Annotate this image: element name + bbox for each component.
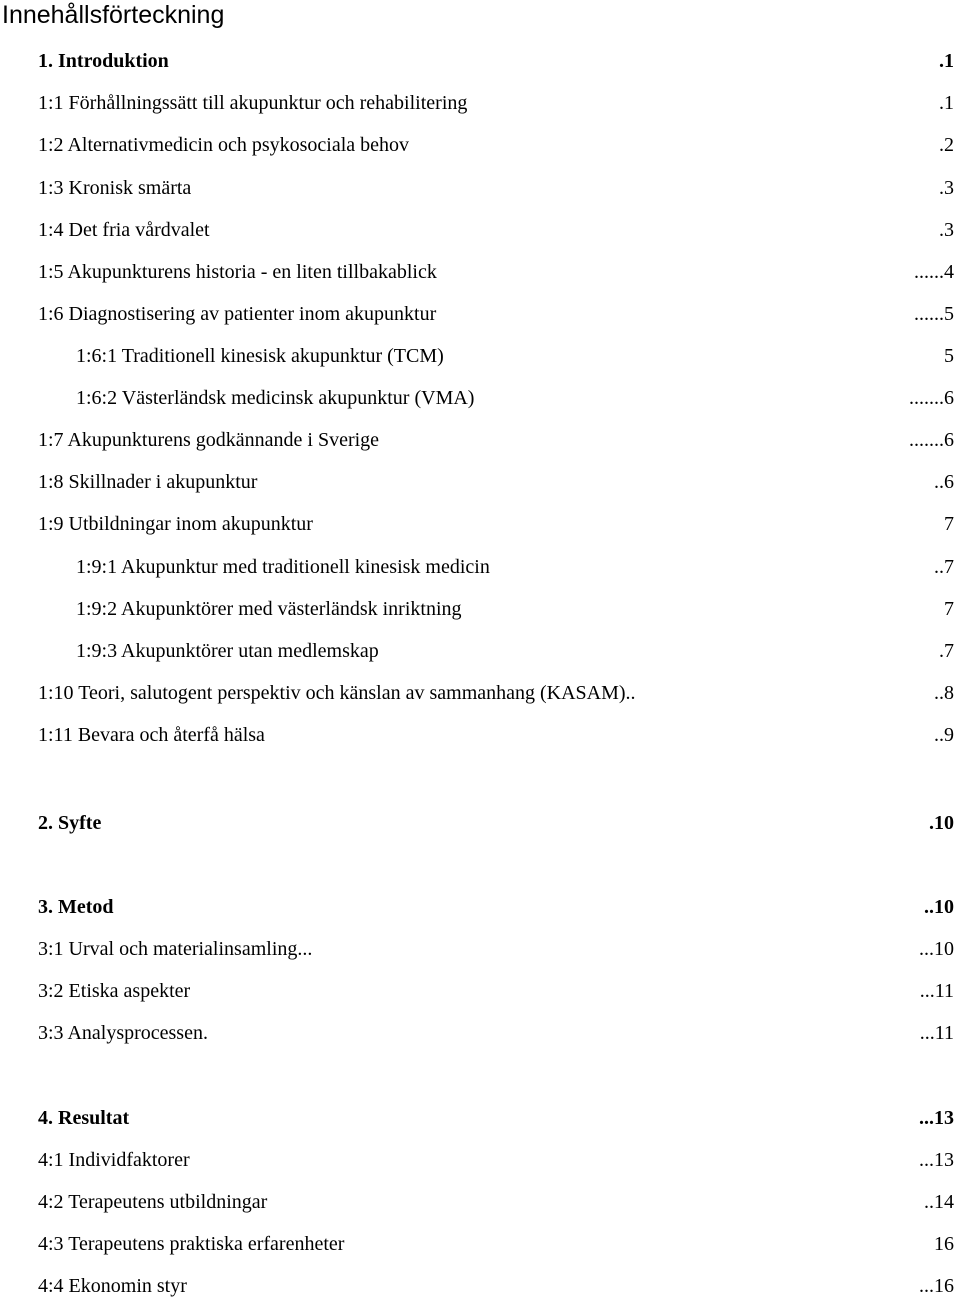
toc-entry-title: 1:6:2 Västerländsk medicinsk akupunktur (VMA) xyxy=(76,387,475,409)
toc-entry-title: 3. Metod xyxy=(38,896,114,918)
toc-leader-line xyxy=(439,319,911,320)
toc-entry[interactable] xyxy=(38,934,954,964)
toc-leader-line xyxy=(639,698,931,699)
toc-heading: Innehållsförteckning xyxy=(2,1,225,29)
toc-entry[interactable] xyxy=(38,678,954,708)
toc-entry-title: 1:9 Utbildningar inom akupunktur xyxy=(38,513,313,535)
toc-page-number: .......6 xyxy=(909,429,954,451)
toc-page-number: ......5 xyxy=(914,303,954,325)
toc-leader-line xyxy=(493,572,931,573)
toc-leader-line xyxy=(477,403,906,404)
toc-entry-title: 4:3 Terapeutens praktiska erfarenheter xyxy=(38,1233,345,1255)
toc-entry[interactable] xyxy=(38,46,954,76)
toc-page-number: ...16 xyxy=(919,1275,954,1297)
toc-entry[interactable] xyxy=(38,88,954,118)
toc-entry-title: 4:2 Terapeutens utbildningar xyxy=(38,1191,268,1213)
toc-page-number: ...11 xyxy=(919,1022,954,1044)
toc-entry-title: 2. Syfte xyxy=(38,812,102,834)
toc-entry-title: 1:2 Alternativmedicin och psykosociala behov xyxy=(38,134,410,156)
toc-entry-title: 3:1 Urval och materialinsamling... xyxy=(38,938,313,960)
toc-entry-title: 1:1 Förhållningssätt till akupunktur och rehabilitering xyxy=(38,92,468,114)
toc-page-number: .1 xyxy=(939,92,954,114)
toc-entry[interactable] xyxy=(76,636,954,666)
toc-leader-line xyxy=(440,277,911,278)
toc-entry-title: 1:11 Bevara och återfå hälsa xyxy=(38,724,265,746)
toc-entry-title: 1:9:1 Akupunktur med traditionell kinesisk medicin xyxy=(76,556,490,578)
toc-leader-line xyxy=(194,193,936,194)
toc-leader-line xyxy=(117,912,921,913)
toc-entry[interactable] xyxy=(38,1271,954,1301)
toc-leader-line xyxy=(382,656,936,657)
toc-entry[interactable] xyxy=(38,215,954,245)
toc-leader-line xyxy=(470,108,936,109)
toc-entry[interactable] xyxy=(38,173,954,203)
toc-entry-title: 1. Introduktion xyxy=(38,50,169,72)
toc-entry[interactable] xyxy=(38,1103,954,1133)
toc-leader-line xyxy=(382,445,906,446)
toc-page-number: ..6 xyxy=(934,471,954,493)
toc-page-number: ..8 xyxy=(934,682,954,704)
toc-entry-title: 3:3 Analysprocessen. xyxy=(38,1022,208,1044)
toc-page-number: ..7 xyxy=(934,556,954,578)
toc-entry[interactable] xyxy=(38,130,954,160)
toc-page-number: 16 xyxy=(934,1233,954,1255)
toc-leader-line xyxy=(447,361,941,362)
toc-entry[interactable] xyxy=(76,383,954,413)
toc-entry-title: 4:1 Individfaktorer xyxy=(38,1149,190,1171)
toc-page-number: 5 xyxy=(944,345,954,367)
toc-entry-title: 1:3 Kronisk smärta xyxy=(38,177,192,199)
toc-leader-line xyxy=(193,1165,916,1166)
toc-leader-line xyxy=(211,1038,917,1039)
toc-page-number: ......4 xyxy=(914,261,954,283)
toc-leader-line xyxy=(412,150,936,151)
toc-leader-line xyxy=(193,996,917,997)
toc-entry[interactable] xyxy=(76,341,954,371)
toc-entry-title: 1:4 Det fria vårdvalet xyxy=(38,219,210,241)
toc-leader-line xyxy=(190,1291,916,1292)
toc-entry[interactable] xyxy=(38,1187,954,1217)
toc-entry-title: 4:4 Ekonomin styr xyxy=(38,1275,187,1297)
toc-entry[interactable] xyxy=(38,976,954,1006)
toc-entry[interactable] xyxy=(76,552,954,582)
toc-entry[interactable] xyxy=(38,1145,954,1175)
toc-entry[interactable] xyxy=(38,467,954,497)
toc-leader-line xyxy=(260,487,931,488)
toc-page-number: .10 xyxy=(929,812,954,834)
toc-entry[interactable] xyxy=(38,257,954,287)
toc-entry[interactable] xyxy=(38,1018,954,1048)
toc-page-number: ..9 xyxy=(934,724,954,746)
toc-page-number: .3 xyxy=(939,177,954,199)
toc-entry-title: 1:6:1 Traditionell kinesisk akupunktur (TCM) xyxy=(76,345,444,367)
toc-leader-line xyxy=(315,954,916,955)
toc-page-number: ..14 xyxy=(924,1191,954,1213)
toc-entry-title: 1:10 Teori, salutogent perspektiv och känslan av sammanhang (KASAM).. xyxy=(38,682,636,704)
toc-entry-title: 1:7 Akupunkturens godkännande i Sverige xyxy=(38,429,380,451)
toc-page-number: ...13 xyxy=(919,1149,954,1171)
toc-page-number: ...10 xyxy=(919,938,954,960)
toc-leader-line xyxy=(213,235,936,236)
toc-entry-title: 4. Resultat xyxy=(38,1107,130,1129)
toc-page-number: .2 xyxy=(939,134,954,156)
toc-page-number: .1 xyxy=(939,50,954,72)
toc-entry[interactable] xyxy=(38,299,954,329)
toc-page-number: ...13 xyxy=(919,1107,954,1129)
toc-leader-line xyxy=(347,1249,931,1250)
toc-entry[interactable] xyxy=(38,720,954,750)
toc-leader-line xyxy=(268,740,931,741)
toc-leader-line xyxy=(465,614,942,615)
toc-leader-line xyxy=(316,529,941,530)
toc-entry-title: 1:9:3 Akupunktörer utan medlemskap xyxy=(76,640,379,662)
toc-entry-title: 1:9:2 Akupunktörer med västerländsk inriktning xyxy=(76,598,462,620)
toc-entry[interactable] xyxy=(38,808,954,838)
toc-entry[interactable] xyxy=(76,594,954,624)
toc-leader-line xyxy=(104,828,926,829)
toc-entry[interactable] xyxy=(38,425,954,455)
toc-entry-title: 1:5 Akupunkturens historia - en liten tillbakablick xyxy=(38,261,437,283)
toc-page-number: 7 xyxy=(944,598,954,620)
toc-entry[interactable] xyxy=(38,1229,954,1259)
toc-page-number: 7 xyxy=(944,513,954,535)
toc-entry-title: 1:6 Diagnostisering av patienter inom akupunktur xyxy=(38,303,437,325)
toc-leader-line xyxy=(172,66,936,67)
toc-page-number: ...11 xyxy=(919,980,954,1002)
toc-entry[interactable] xyxy=(38,892,954,922)
toc-leader-line xyxy=(270,1207,921,1208)
toc-page-number: ..10 xyxy=(924,896,954,918)
toc-page-number: .3 xyxy=(939,219,954,241)
toc-entry-title: 3:2 Etiska aspekter xyxy=(38,980,191,1002)
toc-leader-line xyxy=(132,1123,916,1124)
toc-entry-title: 1:8 Skillnader i akupunktur xyxy=(38,471,258,493)
toc-entry[interactable] xyxy=(38,509,954,539)
toc-page-number: .......6 xyxy=(909,387,954,409)
toc-page-number: .7 xyxy=(939,640,954,662)
